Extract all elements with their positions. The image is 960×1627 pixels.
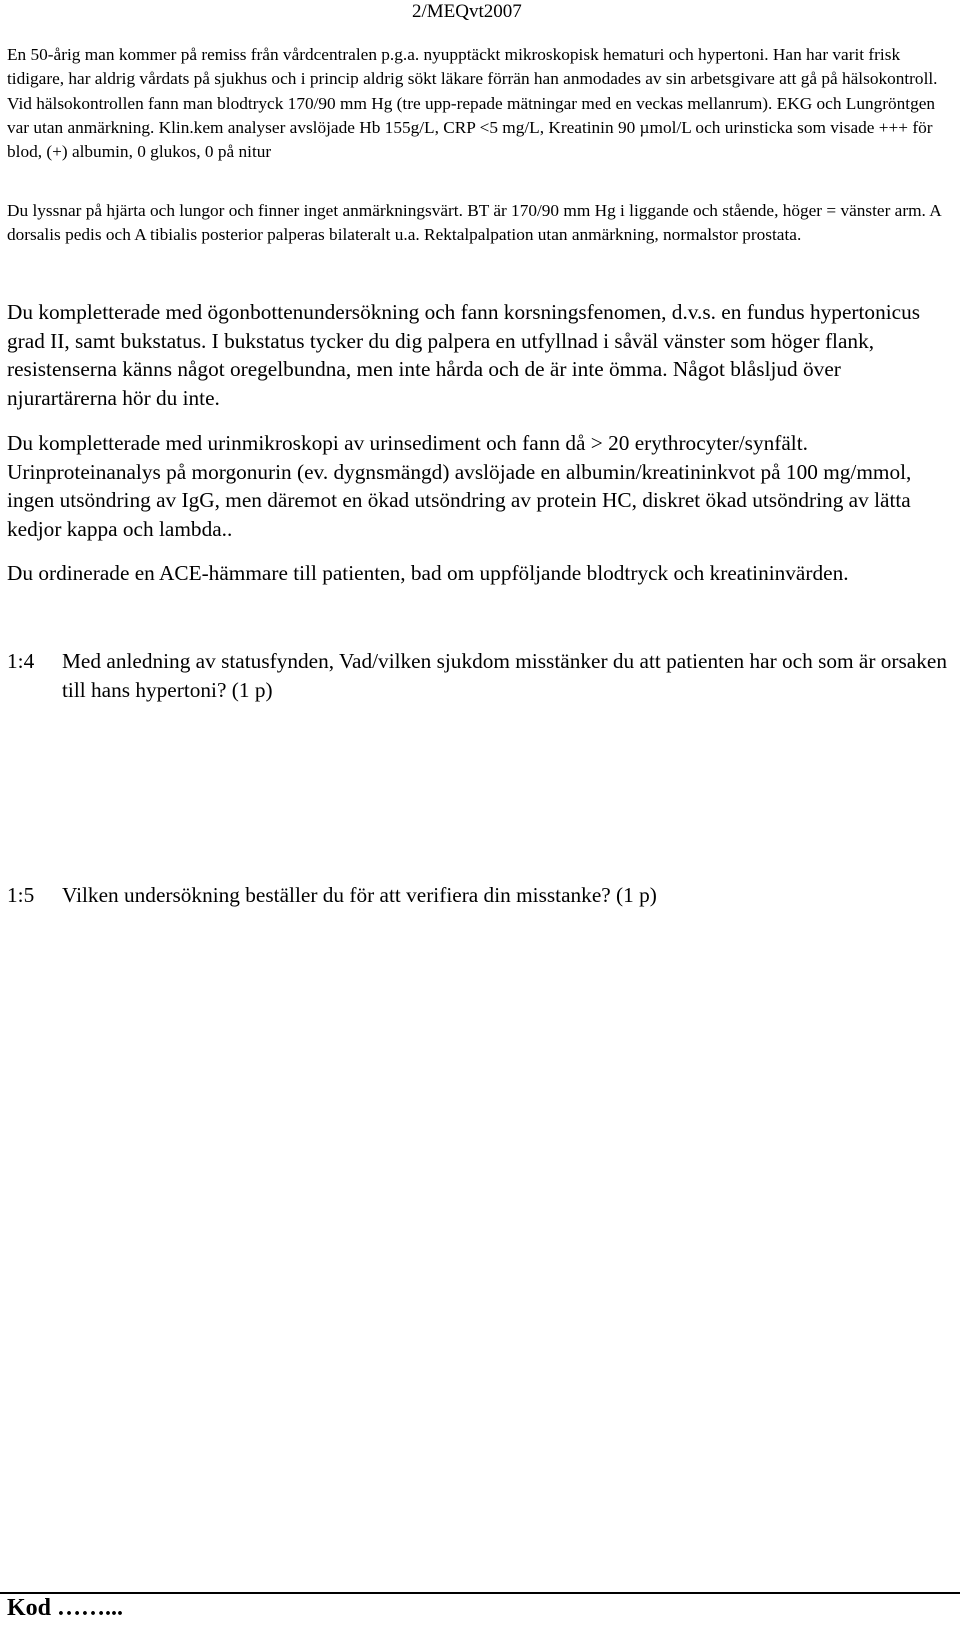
question-number: 1:5 (7, 883, 35, 907)
exam-code-header: 2/MEQvt2007 (412, 1, 522, 22)
footer-divider (0, 1592, 960, 1594)
question-text: Med anledning av statusfynden, Vad/vilken sjukdom misstänker du att patienten har och som är orsaken till hans hypertoni? (1 p) (62, 649, 948, 702)
case-paragraph-physical-exam: Du lyssnar på hjärta och lungor och finner inget anmärkningsvärt. BT är 170/90 mm Hg i liggande och stående, höger = vänster arm. A dorsalis pedis och A tibialis posterior palperas bilateralt u.a. Rektalpalpation utan anmärkning, normalstor prostata. (7, 201, 941, 245)
question-number: 1:4 (7, 649, 35, 673)
case-paragraph-treatment: Du ordinerade en ACE-hämmare till patienten, bad om uppföljande blodtryck och kreatininvärden. (7, 561, 849, 585)
question-text: Vilken undersökning beställer du för att verifiera din misstanke? (1 p) (62, 883, 657, 907)
case-paragraph-referral: En 50-årig man kommer på remiss från vårdcentralen p.g.a. nyupptäckt mikroskopisk hematuri och hypertoni. Han har varit frisk tidigare, har aldrig vårdats på sjukhus och i princip aldrig sökt läkare förrän han anmodades av sin arbetsgivare att gå på hälsokontroll. Vid hälsokontrollen fann man blodtryck 170/90 mm Hg (tre upp-repade mätningar med en veckas mellanrum). EKG och Lungröntgen var utan anmärkning. Klin.kem analyser avslöjade Hb 155g/L, CRP <5 mg/L, Kreatinin 90 µmol/L och urinsticka som visade +++ för blod, (+) albumin, 0 glukos, 0 på nitur (7, 45, 938, 162)
case-paragraph-fundus-abdomen: Du kompletterade med ögonbottenundersökning och fann korsningsfenomen, d.v.s. en fundus hypertonicus grad II, samt bukstatus. I bukstatus tycker du dig palpera en utfyllnad i såväl vänster som höger flank, resistenserna känns något oregelbundna, men inte hårda och de är inte ömma. Något blåsljud över njurartärerna hör du inte. (7, 300, 921, 410)
case-paragraph-urine-analysis: Du kompletterade med urinmikroskopi av urinsediment och fann då > 20 erythrocyter/synfält. Urinproteinanalys på morgonurin (ev. dygnsmängd) avslöjade en albumin/kreatininkvot på 100 mg/mmol, ingen utsöndring av IgG, men däremot en ökad utsöndring av protein HC, diskret ökad utsöndring av lätta kedjor kappa och lambda.. (7, 431, 912, 541)
kod-label: Kod ……... (7, 1595, 124, 1621)
